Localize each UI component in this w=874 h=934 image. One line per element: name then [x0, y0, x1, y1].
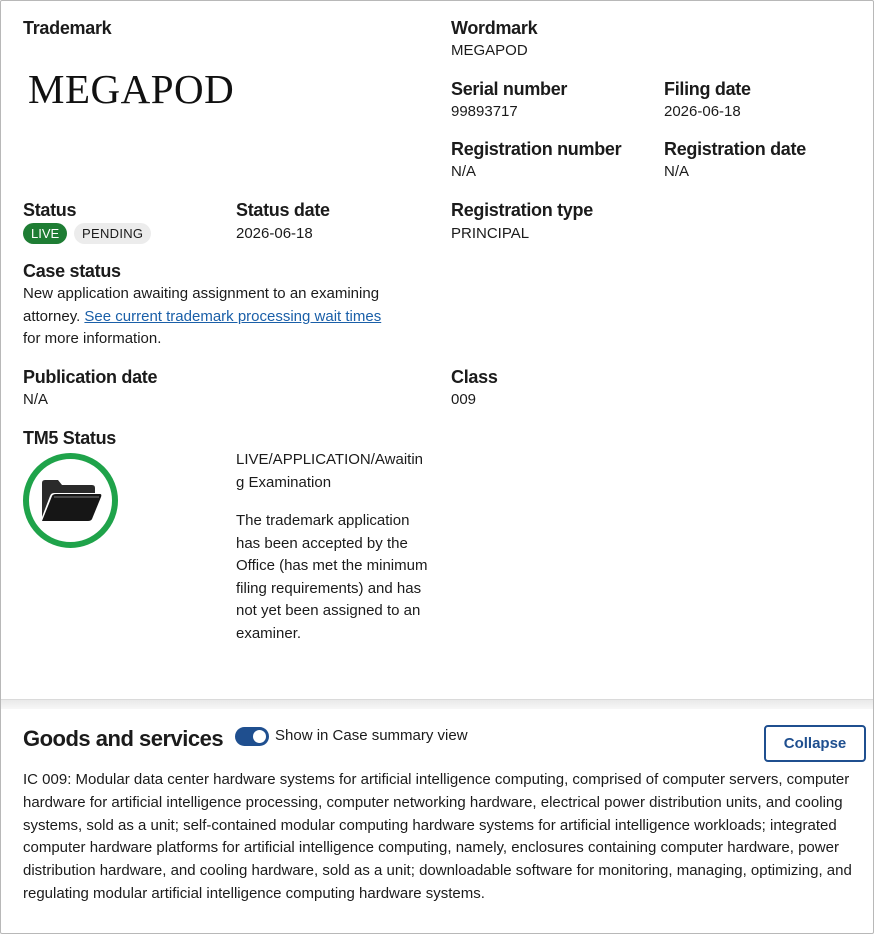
filing-date-label: Filing date [664, 79, 751, 99]
publication-date-value: N/A [23, 391, 49, 408]
collapse-button[interactable]: Collapse [764, 725, 866, 762]
serial-number-label: Serial number [451, 79, 568, 99]
registration-type-label: Registration type [451, 200, 593, 220]
tm5-status-ring [23, 453, 118, 548]
trademark-label: Trademark [23, 18, 112, 38]
class-value: 009 [451, 391, 477, 408]
status-label: Status [23, 200, 77, 220]
goods-services-text: IC 009: Modular data center hardware systems for artificial intelligence computing, comprised of computer servers, computer hardware for artificial intelligence processing, computer networking hardware, electrical power distribution units, and cooling systems, sold as a unit; self-contained modular computing hardware systems for artificial intelligence workloads; integrated computer hardware platforms for artificial intelligence computing, namely, enclosures containing computer hardware, power distribution hardware, and cooling hardware, sold as a unit; downloadable software for monitoring, managing, optimizing, and regulating modular artificial intelligence computing hardware systems. [23, 771, 852, 902]
registration-date-label: Registration date [664, 139, 806, 159]
publication-date-label: Publication date [23, 367, 158, 387]
status-date-value: 2026-06-18 [236, 225, 313, 242]
serial-number-value: 99893717 [451, 103, 518, 120]
status-date-label: Status date [236, 200, 330, 220]
wordmark-value: MEGAPOD [451, 42, 528, 59]
section-divider [1, 699, 874, 709]
case-summary-toggle[interactable] [235, 727, 269, 746]
trademark-mark-image: MEGAPOD [28, 66, 235, 112]
toggle-knob [253, 730, 266, 743]
wordmark-label: Wordmark [451, 18, 538, 38]
folder-icon [40, 477, 102, 523]
tm5-status-label: TM5 Status [23, 428, 117, 448]
case-status-text-before: New application awaiting assignment to an examining attorney. [23, 285, 380, 325]
registration-type-value: PRINCIPAL [451, 225, 530, 242]
case-status-text [23, 283, 423, 351]
case-status-label: Case status [23, 261, 121, 281]
registration-date-value: N/A [664, 163, 690, 180]
tm5-status-description: The trademark application has been accepted by the Office (has met the minimum filing requirements) and has not yet been assigned to an examiner. [236, 512, 428, 642]
filing-date-value: 2026-06-18 [664, 103, 741, 120]
case-summary-toggle-label: Show in Case summary view [275, 727, 468, 744]
status-badge-live: LIVE [23, 223, 67, 244]
registration-number-value: N/A [451, 163, 477, 180]
wait-times-link[interactable]: See current trademark processing wait times [84, 307, 382, 325]
tm5-status-line: LIVE/APPLICATION/Awaiting Examination [236, 451, 424, 491]
status-badge-pending: PENDING [74, 223, 151, 244]
goods-services-title: Goods and services [23, 726, 224, 751]
case-status-text-after: for more information. [23, 330, 162, 347]
registration-number-label: Registration number [451, 139, 622, 159]
class-label: Class [451, 367, 498, 387]
